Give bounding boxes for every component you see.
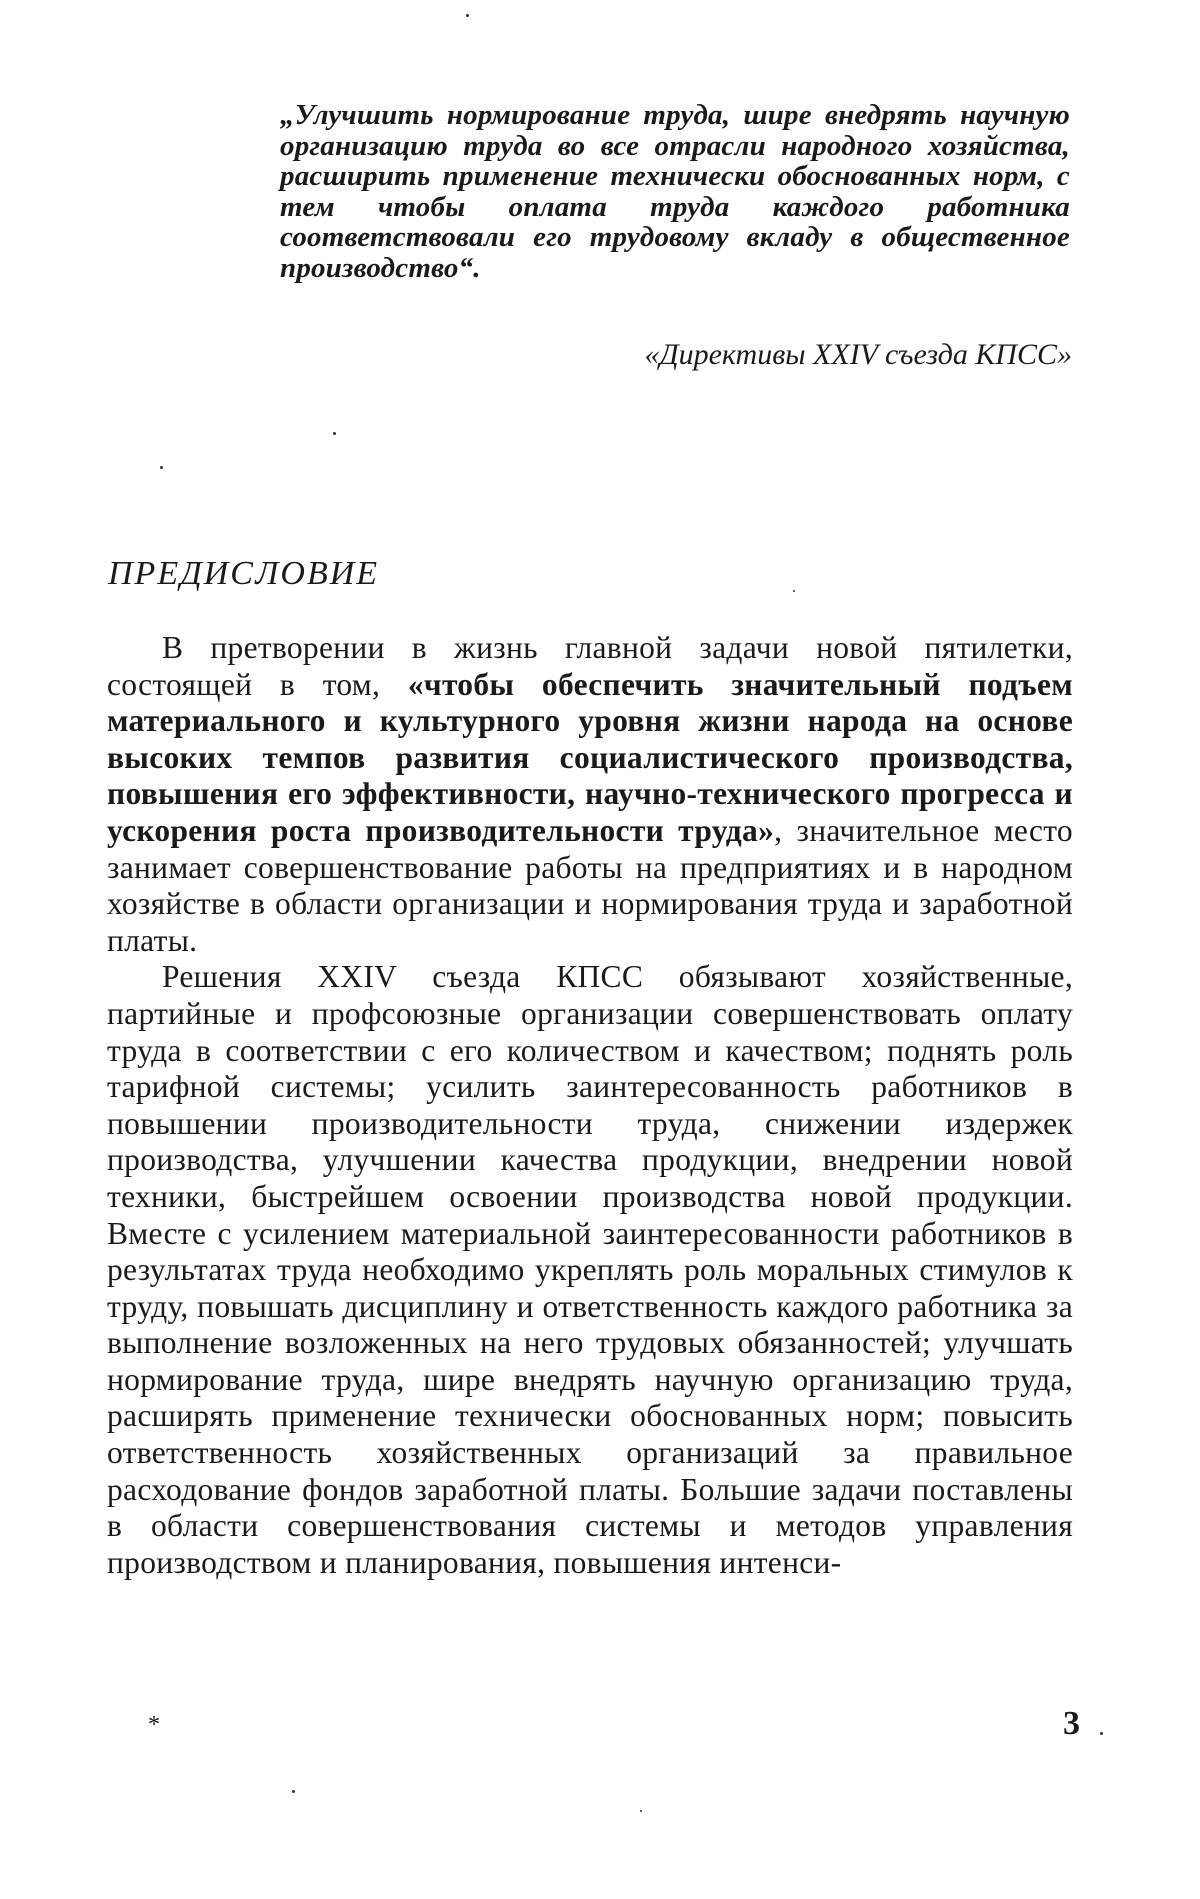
scan-speck <box>292 1790 295 1793</box>
paragraph-1-tail: , значительное место занимает совершенствование работы на предприятиях и в народном хозяйстве в области организации и нормирования труда и заработной платы. <box>107 812 1073 958</box>
epigraph-source: «Директивы XXIV съезда КПСС» <box>644 338 1072 371</box>
paragraph-1 <box>107 630 1073 959</box>
epigraph-quote: „Улучшить нормирование труда, шире внедрять научную организацию труда во все отрасли народного хозяйства, расширить применение технически обоснованных норм, с тем чтобы оплата труда каждого работника соответствовали его трудовому вкладу в общественное производство“. <box>280 99 1070 284</box>
paragraph-1-quote: «чтобы обеспечить значительный подъем материального и культурного уровня жизни народа на основе высоких темпов развития социалистического производства, повышения его эффективности, научно-технического прогресса и ускорения роста производительности труда» <box>107 666 1073 848</box>
scan-speck <box>1100 1732 1103 1735</box>
paragraph-1-lead: В претворении в жизнь главной задачи новой пятилетки, состоящей в том, <box>107 630 1073 702</box>
scan-speck <box>466 14 469 17</box>
body-text <box>107 630 1073 1581</box>
page-number: 3 <box>1063 1705 1080 1742</box>
scan-speck <box>160 466 163 469</box>
scan-speck <box>333 432 336 435</box>
footer-mark: * <box>148 1712 160 1738</box>
scan-speck <box>793 590 795 592</box>
scan-speck <box>640 1810 642 1812</box>
paragraph-2: Решения XXIV съезда КПСС обязывают хозяйственные, партийные и профсоюзные организации совершенствовать оплату труда в соответствии с его количеством и качеством; поднять роль тарифной системы; усилить заинтересованность работников в повышении производительности труда, снижении издержек производства, улучшении качества продукции, внедрении новой техники, быстрейшем освоении производства новой продукции. Вместе с усилением материальной заинтересованности работников в результатах труда необходимо укреплять роль моральных стимулов к труду, повышать дисциплину и ответственность каждого работника за выполнение возложенных на него трудовых обязанностей; улучшать нормирование труда, шире внедрять научную организацию труда, расширять применение технически обоснованных норм; повысить ответственность хозяйственных организаций за правильное расходование фондов заработной платы. Большие задачи поставлены в области совершенствования системы и методов управления производством и планирования, повышения интенси- <box>107 959 1073 1580</box>
section-heading: ПРЕДИСЛОВИЕ <box>108 555 380 592</box>
